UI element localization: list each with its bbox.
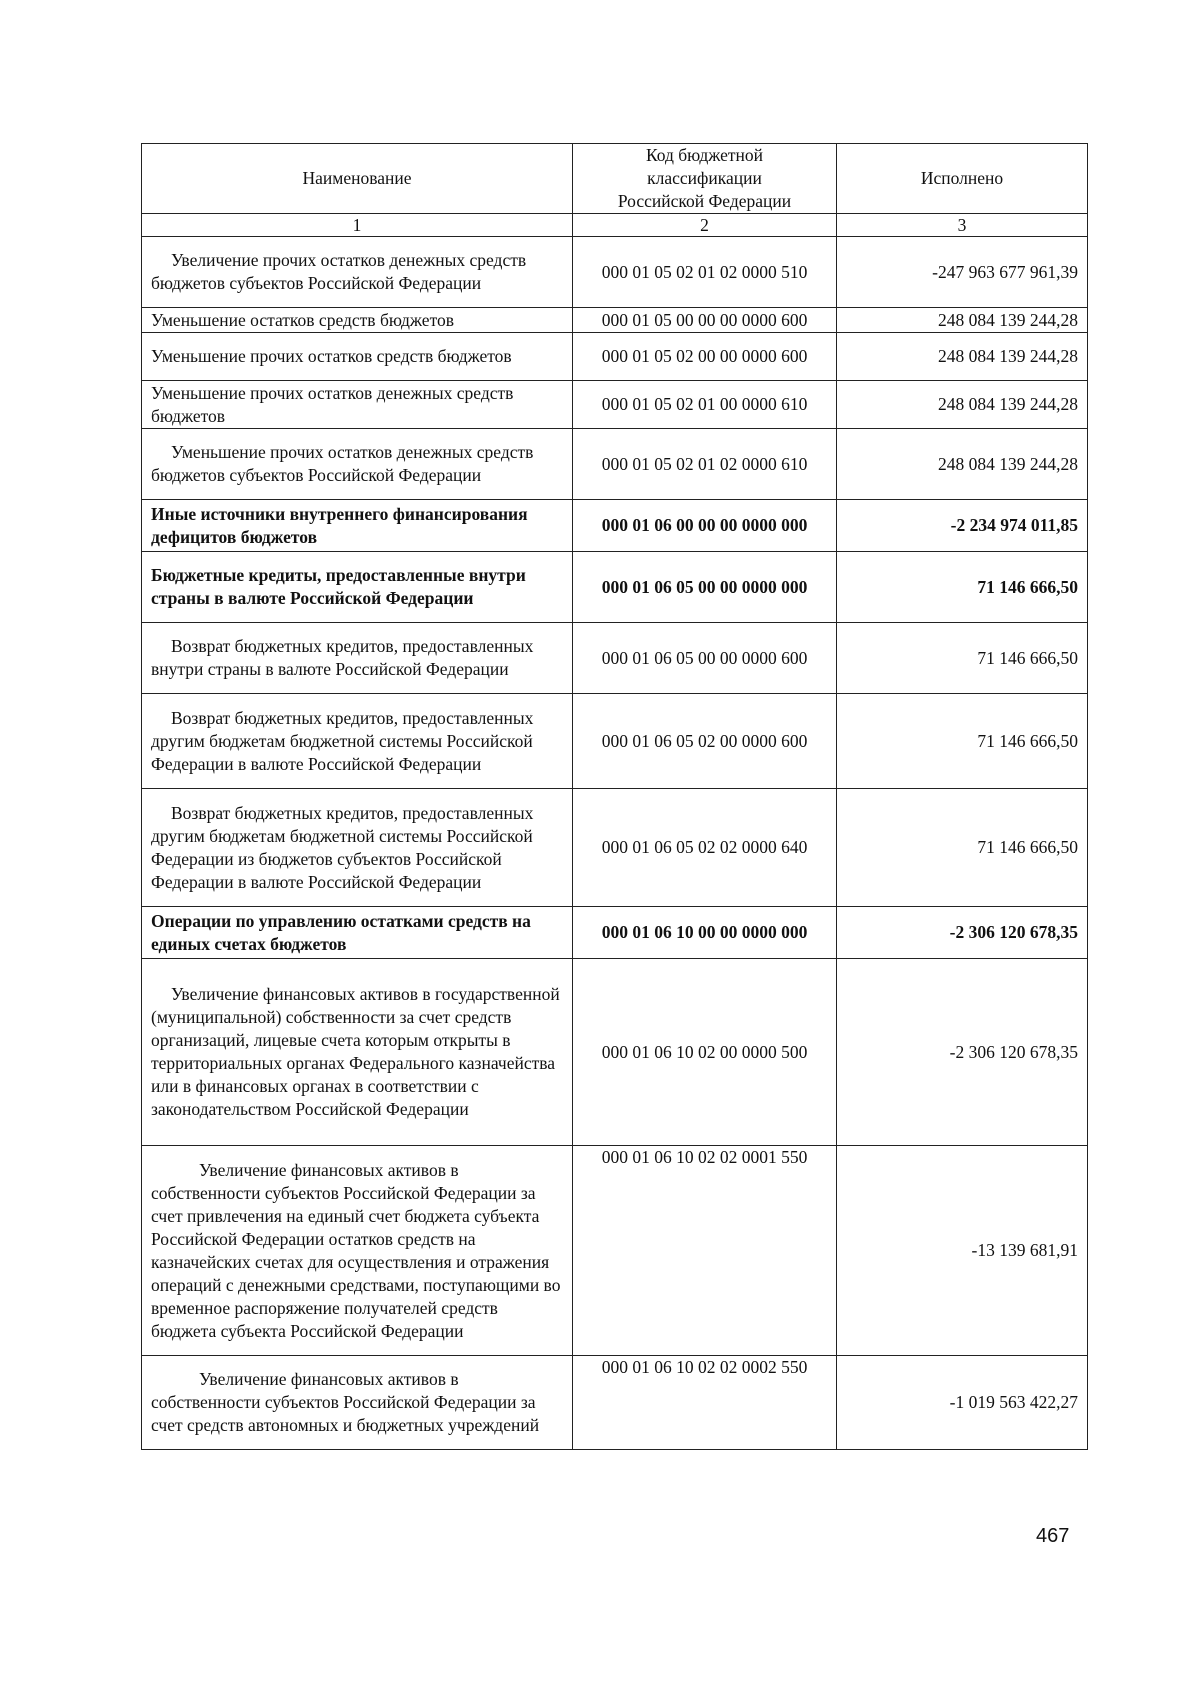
column-number-row [142,214,1088,237]
header-executed: Исполнено [837,144,1088,214]
table-row [142,694,1088,789]
column-number: 3 [837,214,1088,237]
row-value: -2 234 974 011,85 [837,500,1088,552]
header-name: Наименование [142,144,573,214]
row-code: 000 01 06 05 02 00 0000 600 [573,694,837,789]
row-value: -13 139 681,91 [837,1146,1088,1356]
table-header-row [142,144,1088,214]
table-row [142,552,1088,623]
row-name: Операции по управлению остатками средств на единых счетах бюджетов [142,907,573,959]
row-value: 71 146 666,50 [837,694,1088,789]
row-value: 71 146 666,50 [837,552,1088,623]
row-code: 000 01 05 02 01 02 0000 610 [573,429,837,500]
row-name: Возврат бюджетных кредитов, предоставленных внутри страны в валюте Российской Федерации [142,623,573,694]
row-code: 000 01 06 00 00 00 0000 000 [573,500,837,552]
row-code: 000 01 06 10 02 02 0001 550 [573,1146,837,1356]
row-code: 000 01 05 00 00 00 0000 600 [573,308,837,333]
row-value: 248 084 139 244,28 [837,381,1088,429]
row-name: Уменьшение остатков средств бюджетов [142,308,573,333]
column-number: 2 [573,214,837,237]
budget-sources-table [141,143,1088,1450]
row-code: 000 01 05 02 01 00 0000 610 [573,381,837,429]
table-row [142,789,1088,907]
row-value: 71 146 666,50 [837,623,1088,694]
row-name: Возврат бюджетных кредитов, предоставленных другим бюджетам бюджетной системы Российской Федерации в валюте Российской Федерации [142,694,573,789]
table-row [142,623,1088,694]
row-code: 000 01 06 05 02 02 0000 640 [573,789,837,907]
table-row [142,959,1088,1146]
table-row [142,333,1088,381]
table-row [142,429,1088,500]
row-value: 71 146 666,50 [837,789,1088,907]
row-value: 248 084 139 244,28 [837,308,1088,333]
table-row [142,1146,1088,1356]
row-code: 000 01 06 10 02 00 0000 500 [573,959,837,1146]
row-code: 000 01 06 10 02 02 0002 550 [573,1356,837,1450]
row-value: -247 963 677 961,39 [837,237,1088,308]
row-code: 000 01 06 05 00 00 0000 000 [573,552,837,623]
row-name: Увеличение финансовых активов в государственной (муниципальной) собственности за счет средств организаций, лицевые счета которым открыты в территориальных органах Федерального казначейства или в финансовых органах в соответствии с законодательством Российской Федерации [142,959,573,1146]
row-name: Увеличение финансовых активов в собственности субъектов Российской Федерации за счет средств автономных и бюджетных учреждений [142,1356,573,1450]
row-value: 248 084 139 244,28 [837,333,1088,381]
row-name: Увеличение прочих остатков денежных средств бюджетов субъектов Российской Федерации [142,237,573,308]
row-name: Бюджетные кредиты, предоставленные внутри страны в валюте Российской Федерации [142,552,573,623]
row-name: Иные источники внутреннего финансирования дефицитов бюджетов [142,500,573,552]
table-row [142,500,1088,552]
row-value: -2 306 120 678,35 [837,959,1088,1146]
row-code: 000 01 05 02 01 02 0000 510 [573,237,837,308]
column-number: 1 [142,214,573,237]
row-code: 000 01 06 05 00 00 0000 600 [573,623,837,694]
row-code: 000 01 06 10 00 00 0000 000 [573,907,837,959]
table-row [142,308,1088,333]
row-value: -1 019 563 422,27 [837,1356,1088,1450]
row-value: -2 306 120 678,35 [837,907,1088,959]
header-code: Код бюджетной классификации Российской Федерации [573,144,837,214]
table-row [142,907,1088,959]
table-row [142,1356,1088,1450]
row-name: Уменьшение прочих остатков денежных средств бюджетов [142,381,573,429]
table-row [142,381,1088,429]
page-number: 467 [1036,1525,1070,1547]
row-value: 248 084 139 244,28 [837,429,1088,500]
row-name: Уменьшение прочих остатков денежных средств бюджетов субъектов Российской Федерации [142,429,573,500]
row-name: Возврат бюджетных кредитов, предоставленных другим бюджетам бюджетной системы Российской Федерации из бюджетов субъектов Российской Федерации в валюте Российской Федерации [142,789,573,907]
table-row [142,237,1088,308]
row-name: Уменьшение прочих остатков средств бюджетов [142,333,573,381]
row-name: Увеличение финансовых активов в собственности субъектов Российской Федерации за счет привлечения на единый счет бюджета субъекта Российской Федерации остатков средств на казначейских счетах для осуществления и отражения операций с денежными средствами, поступающими во временное распоряжение получателей средств бюджета субъекта Российской Федерации [142,1146,573,1356]
row-code: 000 01 05 02 00 00 0000 600 [573,333,837,381]
